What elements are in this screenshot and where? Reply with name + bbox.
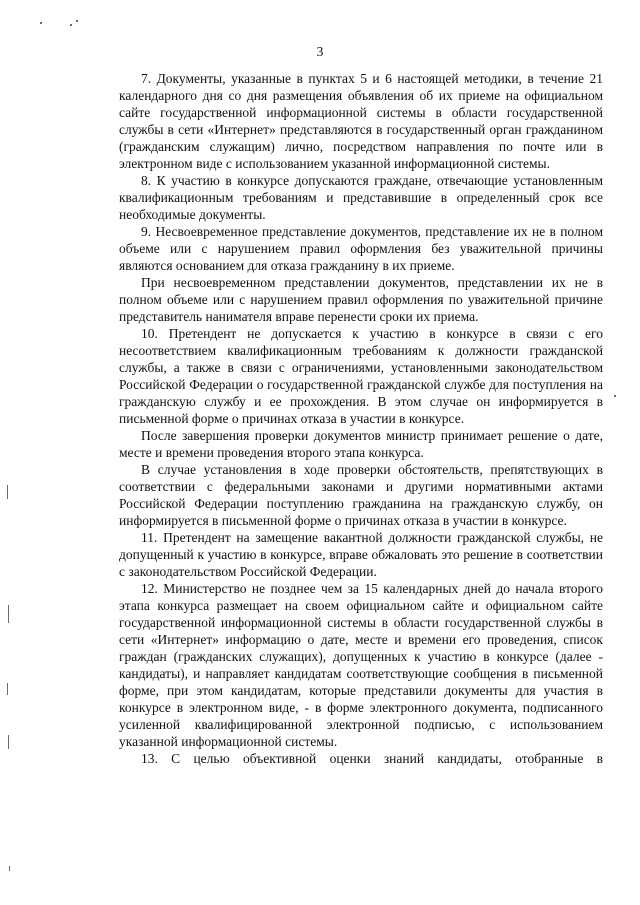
paragraph-10: 10. Претендент не допускается к участию в конкурсе в связи с его несоответствием квалификационным требованиям к должности гражданской службы, а также в связи с ограничениями, установленными законодательством Российской Федерации о государственной гражданской службе для поступления на гражданскую службу и ее прохождения. В этом случае он информируется в письменной форме о причинах отказа в участии в конкурсе.	[119, 326, 603, 426]
scan-mark	[70, 24, 72, 26]
paragraph-8: 8. К участию в конкурсе допускаются граждане, отвечающие установленным квалификационным требованиям и представившие в определенный срок все необходимые документы.	[119, 173, 603, 222]
scan-mark	[76, 20, 78, 22]
paragraph-10-circumstances: В случае установления в ходе проверки обстоятельств, препятствующих в соответствии с федеральными законами и другими нормативными актами Российской Федерации поступлению гражданина на гражданскую службу, он информируется в письменной форме о причинах отказа в участии в конкурсе.	[119, 462, 603, 528]
paragraph-10-decision: После завершения проверки документов министр принимает решение о дате, месте и времени проведения второго этапа конкурса.	[119, 428, 603, 460]
paragraph-11: 11. Претендент на замещение вакантной должности гражданской службы, не допущенный к участию в конкурсе, вправе обжаловать это решение в соответствии с законодательством Российской Федерации.	[119, 530, 603, 579]
paragraph-9-continued: При несвоевременном представлении документов, представлении их не в полном объеме или с нарушением правил оформления по уважительной причине представитель нанимателя вправе перенести сроки их приема.	[119, 275, 603, 324]
scan-mark	[614, 395, 616, 397]
page-number: 3	[316, 44, 324, 59]
scan-mark	[7, 485, 8, 499]
paragraph-13: 13. С целью объективной оценки знаний кандидаты, отобранные в	[141, 751, 603, 766]
scan-mark	[7, 683, 8, 695]
scan-mark	[8, 735, 9, 749]
paragraph-7: 7. Документы, указанные в пунктах 5 и 6 настоящей методики, в течение 21 календарного дня со дня размещения объявления об их приеме на официальном сайте государственной информационной системы в области государственной службы в сети «Интернет» представляются в государственный орган гражданином (гражданским служащим) лично, посредством направления по почте или в электронном виде с использованием указанной информационной системы.	[119, 71, 603, 171]
document-body	[119, 70, 603, 767]
scan-mark	[40, 22, 42, 24]
paragraph-12: 12. Министерство не позднее чем за 15 календарных дней до начала второго этапа конкурса размещает на своем официальном сайте и официальном сайте государственной информационной системы в области государственной службы в сети «Интернет» информацию о дате, месте и времени его проведения, список граждан (гражданских служащих), допущенных к участию в конкурсе (далее - кандидаты), и направляет кандидатам соответствующие сообщения в письменной форме, при этом кандидатам, которые представили документы для участия в конкурсе в электронном виде, - в форме электронного документа, подписанного усиленной квалифицированной электронной подписью, с использованием указанной информационной системы.	[119, 581, 603, 749]
scan-mark	[9, 866, 10, 871]
paragraph-9: 9. Несвоевременное представление документов, представление их не в полном объеме или с нарушением правил оформления без уважительной причины являются основанием для отказа гражданину в их приеме.	[119, 224, 603, 273]
scan-mark	[8, 605, 9, 623]
